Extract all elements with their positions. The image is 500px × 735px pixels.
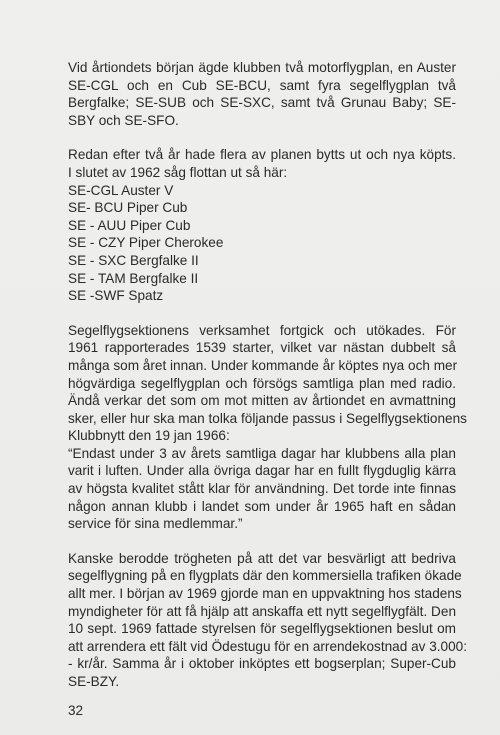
text-line: Segelflygsektionens verksamhet fortgick och utökades. För — [68, 322, 456, 338]
text-line: segelflygning på en flygplats där den kommersiella trafiken ökade — [68, 568, 462, 584]
text-line: sker, eller hur ska man tolka följande passus i Segelflygsektionens — [68, 410, 467, 426]
paragraph-activity — [68, 322, 467, 533]
fleet-list-item: SE - TAM Bergfalke II — [68, 270, 199, 286]
fleet-list-item: SE-CGL Auster V — [68, 182, 174, 198]
text-line: I slutet av 1962 såg flottan ut så här: — [68, 164, 288, 180]
text-line: Redan efter två år hade flera av planen bytts ut och nya köpts. — [68, 147, 456, 163]
text-line: att arrendera ett fält vid Ödestugu för en arrendekostnad av 3.000: — [68, 638, 467, 654]
fleet-list-item: SE - CZY Piper Cherokee — [68, 235, 224, 251]
text-line: SE-CGL och en Cub SE-BCU, samt fyra segelflygplan två — [68, 77, 456, 93]
text-line: SE-BZY. — [68, 674, 120, 689]
text-line: - kr/år. Samma år i oktober inköptes ett bogserplan; Super-Cub — [68, 656, 456, 672]
quote-line: varit i luften. Under alla övriga dagar har en fullt flygduglig kärra — [68, 463, 456, 479]
text-line: 10 sept. 1969 fattade styrelsen för segelflygsektionen beslut om — [68, 621, 456, 637]
text-line: SBY och SE-SFO. — [68, 112, 179, 128]
fleet-list-item: SE -SWF Spatz — [68, 288, 164, 304]
quote-line: service för sina medlemmar.” — [68, 516, 243, 532]
text-line: allt mer. I början av 1969 gjorde man en uppvaktning hos stadens — [68, 586, 462, 602]
text-line: många som året innan. Under kommande år köptes nya och mer — [68, 357, 458, 373]
paragraph-fleet-start — [68, 59, 456, 129]
quote-line: “Endast under 3 av årets samtliga dagar har klubbens alla plan — [68, 445, 456, 461]
text-line: Vid årtiondets början ägde klubben två motorflygplan, en Auster — [68, 60, 456, 75]
page-number: 32 — [68, 703, 84, 718]
text-line: Ändå verkar det som om mot mitten av årtiondet en avmattning — [68, 393, 456, 409]
text-line: högvärdiga segelflygplan och försögs samtliga plan med radio. — [68, 375, 456, 391]
text-line: Klubbnytt den 19 jan 1966: — [68, 428, 230, 444]
paragraph-new-field — [68, 550, 467, 691]
paragraph-fleet-1962 — [68, 146, 456, 304]
text-line: myndigheter för att få hjälp att anskaffa ett nytt segelflygfält. Den — [68, 603, 456, 619]
page-text — [68, 59, 467, 708]
fleet-list-item: SE - SXC Bergfalke II — [68, 252, 199, 268]
text-line: Kanske berodde trögheten på att det var besvärligt att bedriva — [68, 550, 456, 566]
text-line: 1961 rapporterades 1539 starter, vilket var nästan dubbelt så — [68, 340, 456, 356]
quote-line: av högsta kvalitet stått klar för användning. Det torde inte finnas — [68, 481, 456, 497]
fleet-list-item: SE - AUU Piper Cub — [68, 217, 191, 233]
fleet-list-item: SE- BCU Piper Cub — [68, 200, 188, 216]
text-line: Bergfalke; SE-SUB och SE-SXC, samt två Grunau Baby; SE- — [68, 95, 456, 111]
quote-line: någon annan klubb i landet som under år 1965 haft en sådan — [68, 498, 456, 514]
